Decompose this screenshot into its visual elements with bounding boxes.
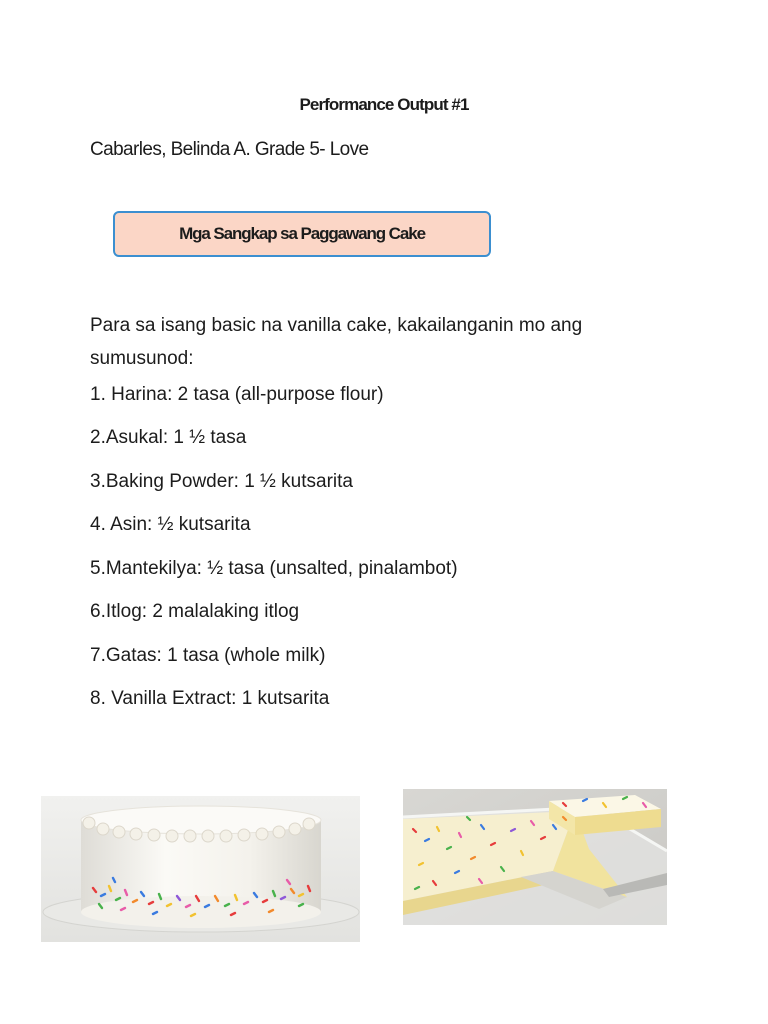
ingredient-item: 8. Vanilla Extract: 1 kutsarita — [90, 688, 330, 709]
ingredient-item: 4. Asin: ½ kutsarita — [90, 514, 251, 535]
ingredient-item: 5.Mantekilya: ½ tasa (unsalted, pinalambot) — [90, 558, 458, 579]
document-title: Performance Output #1 — [299, 95, 469, 114]
round-vanilla-cake-photo — [41, 796, 360, 942]
ingredient-item: 2.Asukal: 1 ½ tasa — [90, 427, 247, 448]
ingredient-item: 6.Itlog: 2 malalaking itlog — [90, 601, 300, 622]
ingredient-item: 7.Gatas: 1 tasa (whole milk) — [90, 645, 326, 666]
author-line: Cabarles, Belinda A. Grade 5- Love — [90, 139, 369, 160]
section-heading: Mga Sangkap sa Paggawang Cake — [179, 224, 425, 243]
ingredient-item: 1. Harina: 2 tasa (all-purpose flour) — [90, 384, 384, 405]
intro-paragraph: Para sa isang basic na vanilla cake, kakailanganin mo ang sumusunod: — [90, 315, 583, 369]
ingredient-item: 3.Baking Powder: 1 ½ kutsarita — [90, 471, 353, 492]
section-heading-box — [113, 211, 491, 257]
sheet-cake-photo — [403, 789, 667, 925]
